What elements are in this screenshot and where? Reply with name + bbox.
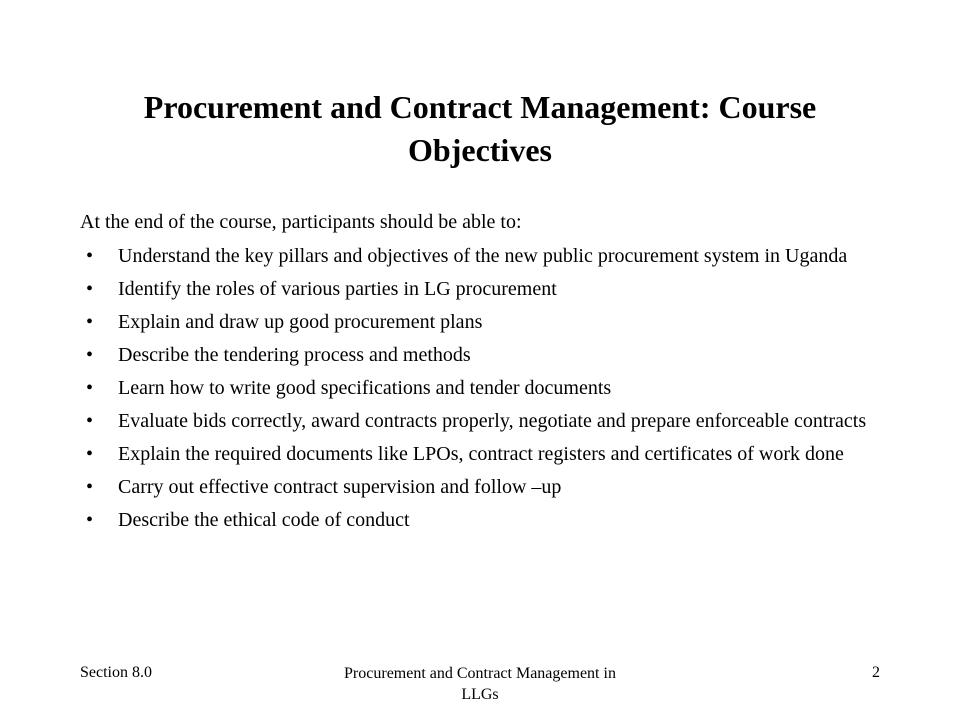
objective-text: Learn how to write good specifications and tender documents [118, 377, 612, 399]
objective-text: Carry out effective contract supervision and follow –up [118, 476, 562, 498]
bullet-icon: • [86, 377, 94, 399]
list-item [80, 377, 880, 400]
bullet-icon: • [86, 509, 94, 531]
objective-text: Explain the required documents like LPOs, contract registers and certificates of work done [118, 443, 844, 465]
bullet-icon: • [86, 278, 94, 300]
objective-text: Understand the key pillars and objectives of the new public procurement system in Uganda [118, 245, 848, 267]
list-item [80, 311, 880, 334]
bullet-icon: • [86, 476, 94, 498]
list-item [80, 443, 880, 466]
footer-section: Section 8.0 [80, 664, 152, 681]
list-item [80, 344, 880, 367]
bullet-icon: • [86, 245, 94, 267]
objective-text: Evaluate bids correctly, award contracts properly, negotiate and prepare enforceable contracts [118, 410, 867, 432]
objectives-list [80, 245, 880, 542]
list-item [80, 278, 880, 301]
page-number: 2 [872, 664, 880, 681]
list-item [80, 245, 880, 268]
bullet-icon: • [86, 311, 94, 333]
intro-text: At the end of the course, participants should be able to: [80, 211, 522, 233]
bullet-icon: • [86, 344, 94, 366]
slide-title: Procurement and Contract Management: Course Objectives [143, 89, 817, 168]
footer-title: Procurement and Contract Management in LLGs [344, 665, 616, 703]
bullet-icon: • [86, 410, 94, 432]
objective-text: Explain and draw up good procurement plans [118, 311, 483, 333]
objective-text: Describe the tendering process and methods [118, 344, 471, 366]
bullet-icon: • [86, 443, 94, 465]
objective-text: Identify the roles of various parties in LG procurement [118, 278, 557, 300]
list-item [80, 509, 880, 532]
list-item [80, 476, 880, 499]
list-item [80, 410, 880, 433]
objective-text: Describe the ethical code of conduct [118, 509, 410, 531]
